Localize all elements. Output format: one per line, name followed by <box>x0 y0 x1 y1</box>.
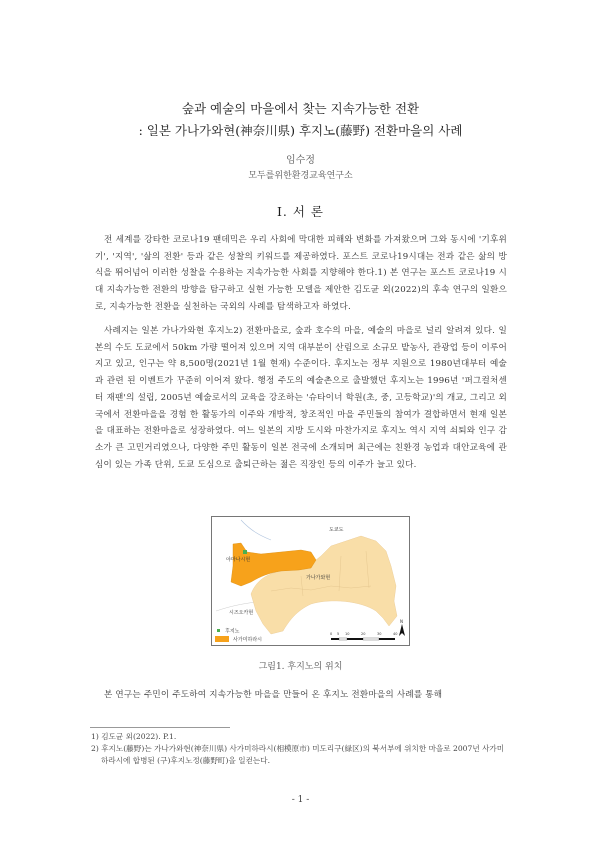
map-label-west: 야마나시현 <box>226 557 251 563</box>
section-heading: Ⅰ. 서 론 <box>276 204 324 219</box>
legend-swatch-city <box>215 636 229 642</box>
legend-swatch-fujino <box>217 629 220 632</box>
scale-tick: 5 <box>337 632 340 636</box>
scale-tick: 10 <box>345 632 350 636</box>
body-paragraph: 본 연구는 주민이 주도하여 지속가능한 마을을 만들어 온 후지노 전환마을의 사례를 통해 <box>104 690 443 700</box>
map-label-north: 도쿄도 <box>329 527 344 533</box>
body-paragraph: 사례지는 일본 가나가와현 후지노2) 전환마을로, 숲과 호수의 마을, 예술의 마을로 널리 알려져 있다. 일본의 수도 도쿄에서 50km 가량 떨어져 있으며 지역 대부분이 산림으로 소규모 밭농사, 관광업 등이 이루어지고 있고, 인구는 약 8,500명(2021년 1월 현재) 수준이다. 후지노는 정부 지원으로 1980년대부터 예술과 관련 된 이벤트가 꾸준히 이어져 왔다. 행정 주도의 예술촌으로 출발했던 후지노는 1996년 '퍼그컬처센터 재팬'의 설립, 2005년 예술로서의 교육을 강조하는 '슈타이너 학원(초, 중, 고등학교)'의 개교, 그리고 외국에서 전환마을을 경험 한 활동가의 이주와 개방적, 창조적인 마을 주민들의 참여가 결합하면서 현재 일본을 대표하는 전환마을로 성장하였다. 여느 일본의 지방 도시와 마찬가지로 후지노 역시 지역 쇠퇴와 인구 감소가 큰 고민거리였으나, 다양한 주민 활동이 일본 전국에 소개되며 최근에는 친환경 농업과 대안교육에 관심이 있는 가족 단위, 도쿄 도심으로 출퇴근하는 젊은 직장인 등의 이주가 늘고 있다. <box>95 326 507 470</box>
paper-subtitle: : 일본 가나가와현(神奈川県) 후지노(藤野) 전환마을의 사례 <box>138 123 463 138</box>
figure-caption: 그림1. 후지노의 위치 <box>258 662 343 672</box>
location-map-figure <box>211 516 410 646</box>
footnote-divider <box>90 727 230 728</box>
body-paragraph: 전 세계를 강타한 코로나19 팬데믹은 우리 사회에 막대한 피해와 변화를 가져왔으며 그와 동시에 '기후위기', '지역', '삶의 전환' 등과 같은 성찰의 키워드를 제공하였다. 포스트 코로나19시대는 전과 같은 삶의 방식을 뛰어넘어 이러한 성찰을 수용하는 지속가능한 사회를 지향해야 한다.1) 본 연구는 포스트 코로나19 시대 지속가능한 전환의 방향을 탐구하고 실현 가능한 모델을 제안한 김도균 외(2022)의 후속 연구의 일환으로, 지속가능한 전환을 실천하는 국외의 사례를 탐색하고자 하였다. <box>95 235 507 312</box>
author-name: 임수정 <box>286 155 315 166</box>
footnote: 2) 후지노(藤野)는 가나가와현(神奈川県) 사가미하라시(相模原市) 미도리구(緑区)의 북서부에 위치한 마을로 2007년 사가미하라시에 합병된 (구)후지노정(藤野町)을 일컫는다. <box>91 744 505 765</box>
scale-tick: 40 <box>393 632 398 636</box>
fujino-marker <box>243 550 247 554</box>
footnote: 1) 김도균 외(2022). P.1. <box>91 732 177 741</box>
location-map <box>211 516 410 646</box>
scale-tick: 20 <box>361 632 366 636</box>
map-label-southwest: 시즈오카현 <box>229 610 254 616</box>
scale-tick: 0 <box>330 632 333 636</box>
scale-tick: 30 <box>377 632 382 636</box>
paper-title: 숲과 예술의 마을에서 찾는 지속가능한 전환 <box>181 101 420 116</box>
page-number: - 1 - <box>291 795 310 805</box>
svg-text:N: N <box>400 619 403 624</box>
map-label-center: 가나가와현 <box>306 575 331 581</box>
legend-label-fujino: 후지노 <box>225 628 240 635</box>
author-affiliation: 모두를위한환경교육연구소 <box>248 171 353 181</box>
legend-label-city: 사가미하라시 <box>233 637 262 643</box>
